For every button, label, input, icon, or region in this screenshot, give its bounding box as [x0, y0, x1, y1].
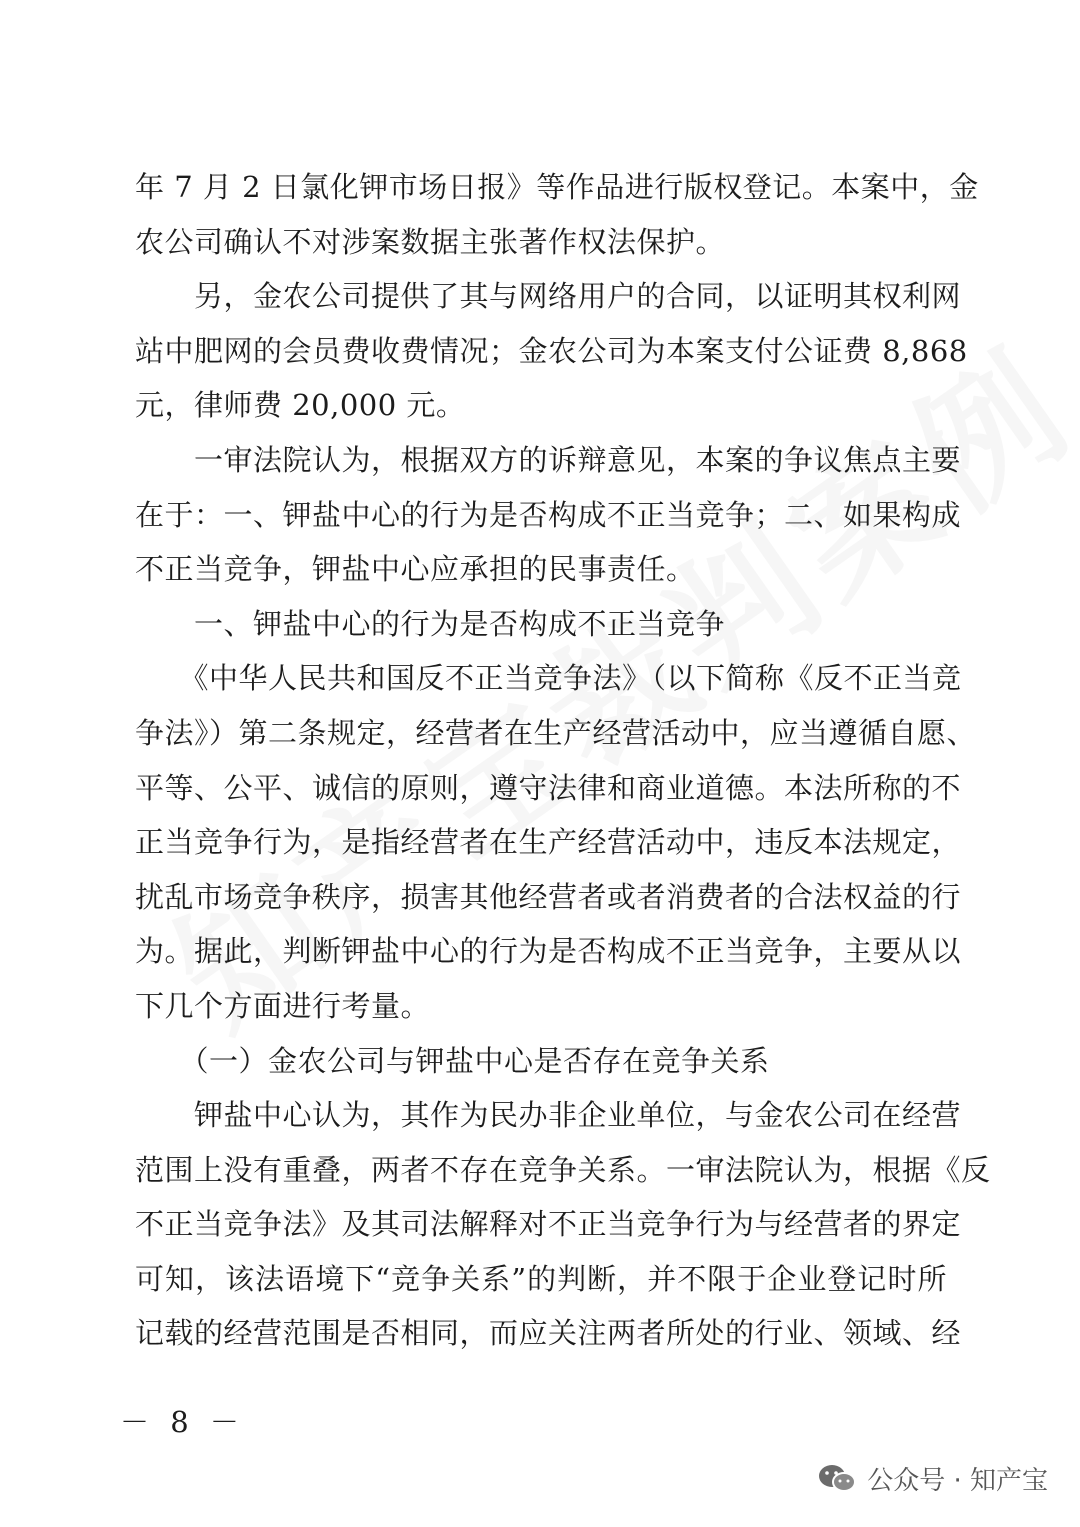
wechat-official-account-badge[interactable] — [817, 1460, 1048, 1497]
text-line: 为。据此，判断钾盐中心的行为是否构成不正当竞争，主要从以 — [135, 934, 962, 969]
text-line: 不正当竞争，钾盐中心应承担的民事责任。 — [135, 552, 696, 587]
text-line: 年 7 月 2 日氯化钾市场日报》等作品进行版权登记。本案中，金 — [135, 170, 979, 204]
text-line: 农公司确认不对涉案数据主张著作权法保护。 — [135, 224, 726, 259]
text-line: 争法》）第二条规定，经营者在生产经营活动中，应当遵循自愿、 — [135, 715, 977, 750]
text-line: 另，金农公司提供了其与网络用户的合同，以证明其权利网 — [135, 279, 962, 314]
text-line: 正当竞争行为，是指经营者在生产经营活动中，违反本法规定， — [135, 825, 962, 860]
text-line: 平等、公平、诚信的原则，遵守法律和商业道德。本法所称的不 — [135, 770, 962, 805]
text-line: 《中华人民共和国反不正当竞争法》（以下简称《反不正当竞 — [135, 661, 962, 696]
page-number: － 8 － — [120, 1405, 245, 1439]
text-line: 范围上没有重叠，两者不存在竞争关系。一审法院认为，根据《反 — [135, 1152, 991, 1187]
text-line: 扰乱市场竞争秩序，损害其他经营者或者消费者的合法权益的行 — [135, 879, 962, 914]
text-line: 元，律师费 20,000 元。 — [135, 388, 466, 423]
text-line: 在于：一、钾盐中心的行为是否构成不正当竞争；二、如果构成 — [135, 497, 962, 532]
text-line: 钾盐中心认为，其作为民办非企业单位，与金农公司在经营 — [135, 1098, 962, 1133]
text-line: 可知，该法语境下“竞争关系”的判断，并不限于企业登记时所 — [135, 1261, 947, 1296]
text-line: 下几个方面进行考量。 — [135, 988, 431, 1023]
text-line: 不正当竞争法》及其司法解释对不正当竞争行为与经营者的界定 — [135, 1207, 962, 1242]
wechat-icon — [817, 1463, 857, 1495]
text-line: 站中肥网的会员费收费情况；金农公司为本案支付公证费 8,868 — [135, 333, 968, 368]
text-line: 记载的经营范围是否相同，而应关注两者所处的行业、领域、经 — [135, 1316, 962, 1351]
document-body — [135, 160, 991, 1361]
text-line: （一）金农公司与钾盐中心是否存在竞争关系 — [135, 1043, 770, 1078]
text-line: 一审法院认为，根据双方的诉辩意见，本案的争议焦点主要 — [135, 442, 962, 477]
text-line: 一、钾盐中心的行为是否构成不正当竞争 — [135, 606, 726, 641]
wechat-account-label: 公众号 · 知产宝 — [867, 1466, 1048, 1496]
